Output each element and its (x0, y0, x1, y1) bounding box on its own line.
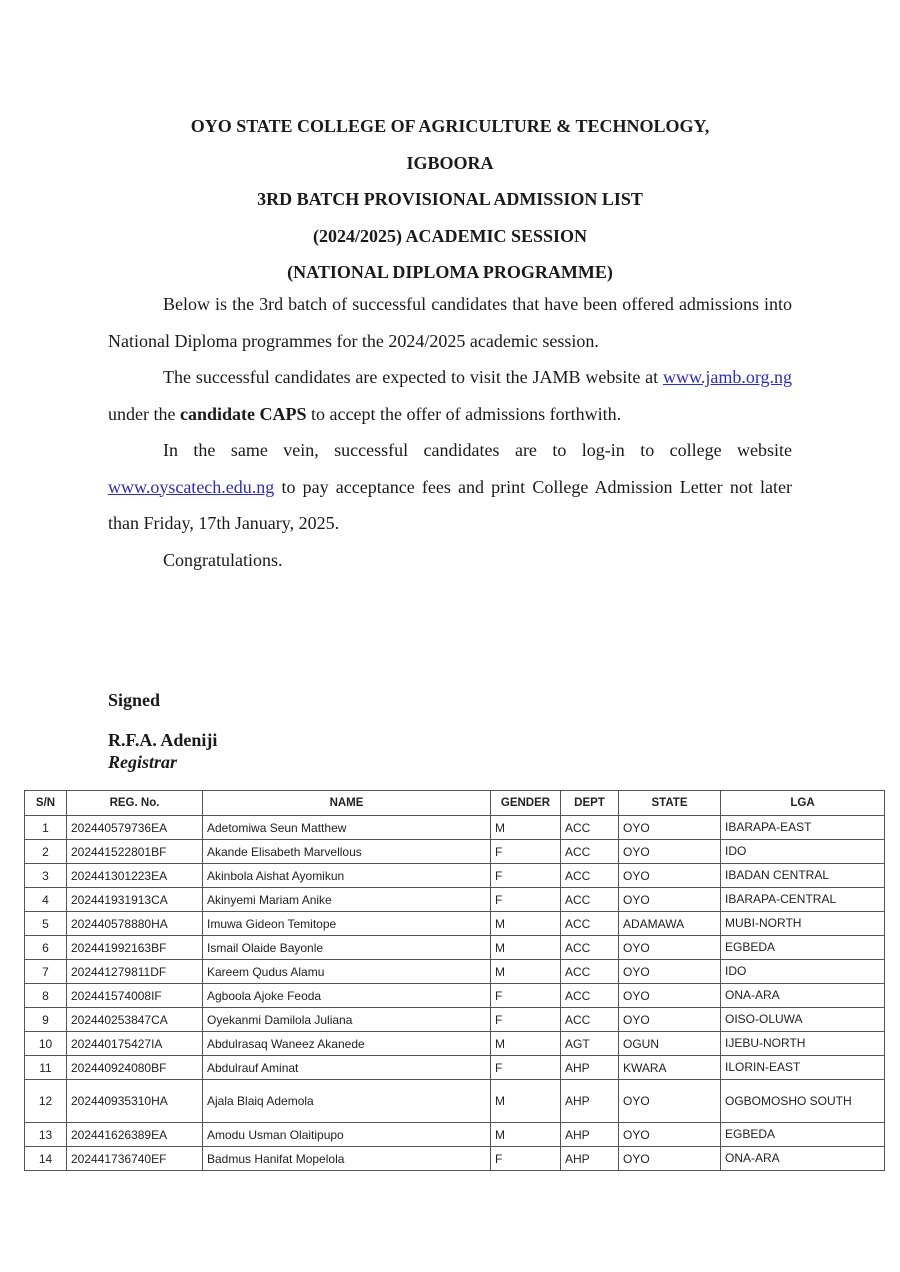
cell-sn: 4 (25, 888, 67, 912)
cell-dept: ACC (561, 960, 619, 984)
registrar-name: R.F.A. Adeniji (108, 730, 218, 750)
table-row (25, 1056, 885, 1080)
cell-gender: M (491, 1080, 561, 1123)
cell-dept: ACC (561, 840, 619, 864)
cell-name: Ismail Olaide Bayonle (203, 936, 491, 960)
cell-gender: F (491, 888, 561, 912)
college-text-prefix: In the same vein, successful candidates are to log-in to college website (163, 440, 792, 460)
cell-gender: M (491, 816, 561, 840)
cell-name: Ajala Blaiq Ademola (203, 1080, 491, 1123)
caps-emphasis: candidate CAPS (179, 403, 307, 424)
cell-name: Abdulrasaq Waneez Akanede (203, 1032, 491, 1056)
table-row (25, 960, 885, 984)
jamb-link[interactable]: www.jamb.org.ng (663, 367, 792, 387)
cell-dept: AHP (561, 1080, 619, 1123)
cell-sn: 2 (25, 840, 67, 864)
list-title: 3RD BATCH PROVISIONAL ADMISSION LIST (257, 189, 643, 209)
cell-sn: 9 (25, 1008, 67, 1032)
cell-dept: ACC (561, 864, 619, 888)
college-paragraph (108, 432, 792, 542)
cell-name: Kareem Qudus Alamu (203, 960, 491, 984)
cell-lga: EGBEDA (721, 936, 885, 960)
cell-name: Adetomiwa Seun Matthew (203, 816, 491, 840)
cell-reg-no: 202441626389EA (67, 1123, 203, 1147)
cell-state: OYO (619, 1008, 721, 1032)
cell-gender: F (491, 1008, 561, 1032)
cell-lga: ONA-ARA (721, 984, 885, 1008)
cell-state: OYO (619, 936, 721, 960)
cell-dept: AHP (561, 1123, 619, 1147)
cell-sn: 11 (25, 1056, 67, 1080)
cell-gender: M (491, 1123, 561, 1147)
cell-reg-no: 202440924080BF (67, 1056, 203, 1080)
cell-name: Abdulrauf Aminat (203, 1056, 491, 1080)
cell-gender: M (491, 912, 561, 936)
cell-name: Oyekanmi Damilola Juliana (203, 1008, 491, 1032)
cell-lga: OISO-OLUWA (721, 1008, 885, 1032)
table-row (25, 840, 885, 864)
column-header-lga: LGA (721, 791, 885, 816)
jamb-text-prefix: The successful candidates are expected to visit the JAMB website at (163, 367, 663, 387)
jamb-text-mid: under the (108, 403, 180, 424)
table-row (25, 912, 885, 936)
cell-lga: MUBI-NORTH (721, 912, 885, 936)
cell-dept: ACC (561, 936, 619, 960)
cell-reg-no: 202441931913CA (67, 888, 203, 912)
table-row (25, 984, 885, 1008)
session-title: (2024/2025) ACADEMIC SESSION (312, 225, 588, 246)
column-header-gender: GENDER (491, 791, 561, 816)
cell-name: Amodu Usman Olaitipupo (203, 1123, 491, 1147)
cell-sn: 12 (25, 1080, 67, 1123)
cell-sn: 6 (25, 936, 67, 960)
column-header-state: STATE (619, 791, 721, 816)
cell-lga: IJEBU-NORTH (721, 1032, 885, 1056)
cell-gender: F (491, 984, 561, 1008)
intro-paragraph: Below is the 3rd batch of successful candidates that have been offered admissions into National Diploma programmes for the 2024/2025 academic session. (108, 294, 792, 351)
table-row (25, 1032, 885, 1056)
cell-lga: IBARAPA-EAST (721, 816, 885, 840)
column-header-name: NAME (203, 791, 491, 816)
cell-state: OYO (619, 1147, 721, 1171)
cell-lga: IDO (721, 840, 885, 864)
cell-lga: IBARAPA-CENTRAL (721, 888, 885, 912)
cell-reg-no: 202441736740EF (67, 1147, 203, 1171)
table-row (25, 888, 885, 912)
cell-state: OYO (619, 1080, 721, 1123)
jamb-paragraph (108, 359, 792, 432)
column-header-reg-no: REG. No. (67, 791, 203, 816)
cell-name: Agboola Ajoke Feoda (203, 984, 491, 1008)
cell-sn: 14 (25, 1147, 67, 1171)
cell-lga: IBADAN CENTRAL (721, 864, 885, 888)
cell-dept: AHP (561, 1147, 619, 1171)
college-name-line: OYO STATE COLLEGE OF AGRICULTURE & TECHNOLOGY, (190, 116, 710, 136)
cell-sn: 5 (25, 912, 67, 936)
cell-reg-no: 202441522801BF (67, 840, 203, 864)
table-row (25, 816, 885, 840)
table-row (25, 1080, 885, 1123)
letter-body (108, 286, 792, 578)
cell-state: OYO (619, 960, 721, 984)
cell-state: OYO (619, 816, 721, 840)
registrar-title: Registrar (108, 752, 178, 772)
cell-name: Badmus Hanifat Mopelola (203, 1147, 491, 1171)
cell-dept: AGT (561, 1032, 619, 1056)
jamb-text-suffix: to accept the offer of admissions forthwith. (306, 403, 622, 424)
cell-lga: EGBEDA (721, 1123, 885, 1147)
cell-sn: 3 (25, 864, 67, 888)
cell-reg-no: 202441279811DF (67, 960, 203, 984)
cell-reg-no: 202440579736EA (67, 816, 203, 840)
college-location-line: IGBOORA (406, 152, 494, 173)
cell-lga: IDO (721, 960, 885, 984)
cell-state: ADAMAWA (619, 912, 721, 936)
cell-name: Akinyemi Mariam Anike (203, 888, 491, 912)
admission-table (24, 790, 885, 1171)
cell-sn: 7 (25, 960, 67, 984)
cell-name: Akande Elisabeth Marvellous (203, 840, 491, 864)
cell-state: OYO (619, 864, 721, 888)
cell-lga: ONA-ARA (721, 1147, 885, 1171)
cell-dept: AHP (561, 1056, 619, 1080)
cell-state: OYO (619, 1123, 721, 1147)
cell-state: OYO (619, 888, 721, 912)
college-website-link[interactable]: www.oyscatech.edu.ng (108, 476, 275, 497)
signed-label: Signed (108, 690, 161, 710)
congratulations-text: Congratulations. (163, 549, 283, 570)
table-row (25, 1008, 885, 1032)
cell-sn: 10 (25, 1032, 67, 1056)
cell-reg-no: 202440175427IA (67, 1032, 203, 1056)
cell-sn: 1 (25, 816, 67, 840)
cell-lga: OGBOMOSHO SOUTH (721, 1080, 885, 1123)
cell-sn: 8 (25, 984, 67, 1008)
cell-state: OYO (619, 984, 721, 1008)
cell-sn: 13 (25, 1123, 67, 1147)
table-row (25, 1123, 885, 1147)
college-text-suffix: to pay acceptance fees and print College Admission Letter not later than Friday, 17th January, 2025. (108, 476, 792, 533)
cell-reg-no: 202441992163BF (67, 936, 203, 960)
cell-gender: F (491, 1056, 561, 1080)
cell-gender: F (491, 840, 561, 864)
cell-state: OYO (619, 840, 721, 864)
cell-reg-no: 202441301223EA (67, 864, 203, 888)
programme-title: (NATIONAL DIPLOMA PROGRAMME) (287, 262, 613, 282)
cell-state: KWARA (619, 1056, 721, 1080)
cell-dept: ACC (561, 888, 619, 912)
table-row (25, 1147, 885, 1171)
cell-gender: M (491, 936, 561, 960)
letter-header (100, 108, 800, 291)
cell-dept: ACC (561, 984, 619, 1008)
table-header-row (25, 791, 885, 816)
cell-name: Akinbola Aishat Ayomikun (203, 864, 491, 888)
cell-gender: F (491, 1147, 561, 1171)
cell-state: OGUN (619, 1032, 721, 1056)
column-header-sn: S/N (25, 791, 67, 816)
table-body (25, 816, 885, 1171)
table-row (25, 936, 885, 960)
cell-name: Imuwa Gideon Temitope (203, 912, 491, 936)
cell-dept: ACC (561, 912, 619, 936)
cell-gender: M (491, 960, 561, 984)
column-header-dept: DEPT (561, 791, 619, 816)
cell-reg-no: 202440578880HA (67, 912, 203, 936)
cell-gender: M (491, 1032, 561, 1056)
cell-dept: ACC (561, 816, 619, 840)
cell-lga: ILORIN-EAST (721, 1056, 885, 1080)
cell-dept: ACC (561, 1008, 619, 1032)
cell-gender: F (491, 864, 561, 888)
cell-reg-no: 202441574008IF (67, 984, 203, 1008)
cell-reg-no: 202440935310HA (67, 1080, 203, 1123)
table-row (25, 864, 885, 888)
cell-reg-no: 202440253847CA (67, 1008, 203, 1032)
